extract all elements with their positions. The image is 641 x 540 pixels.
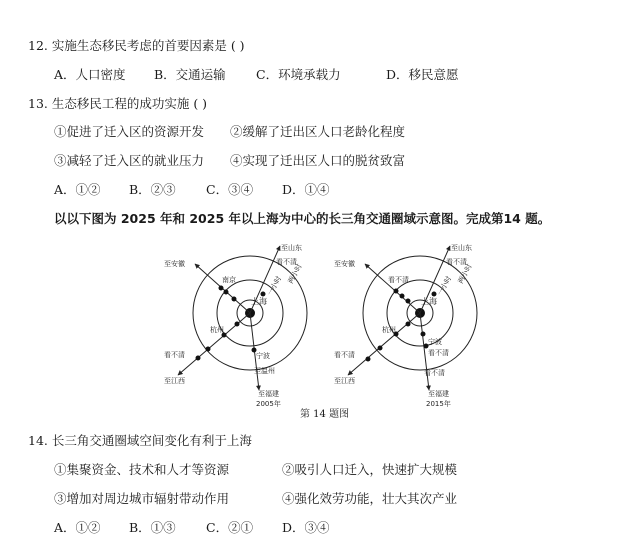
- label-kanbuqing-se-2015: 看不清: [428, 349, 449, 357]
- label-ningbo-2015: 宁波: [428, 338, 442, 346]
- q13-item-4: ④实现了迁出区人口的脱贫致富: [230, 153, 406, 168]
- q13-option-b: B．②③: [129, 182, 176, 197]
- label-ring-1h-2015: 一小时: [435, 274, 454, 297]
- label-ring-1h: 一小时: [265, 274, 284, 297]
- label-kanbuqing-left: 看不清: [164, 351, 185, 359]
- label-ningbo: 宁波: [256, 352, 270, 360]
- q13-item-3: ③减轻了迁入区的就业压力: [54, 153, 205, 168]
- label-ring-2h: 两小时: [286, 262, 304, 285]
- q12-stem: 12. 实施生态移民考虑的首要因素是 ( ): [28, 38, 245, 53]
- city-dot: [406, 322, 411, 327]
- city-dot: [421, 332, 426, 337]
- label-jiangxi-2015: 至江西: [334, 377, 355, 385]
- q14-item-2: ②吸引人口迁入，快速扩大规模: [282, 462, 458, 477]
- label-ring-2h-2015: 两小时: [456, 262, 474, 285]
- q14-stem: 14. 长三角交通圈域空间变化有利于上海: [28, 433, 252, 448]
- city-dot: [219, 286, 224, 291]
- label-fujian: 至福建: [258, 390, 279, 398]
- diagram-2015: [334, 243, 477, 408]
- city-dot: [261, 292, 266, 297]
- q12-option-c: C．环境承载力: [256, 67, 341, 82]
- city-dot: [394, 289, 399, 294]
- label-kanbuqing-top-2015: 看不清: [446, 258, 467, 266]
- figure-caption: 第 14 题图: [300, 409, 350, 420]
- q14-option-b: B．①③: [129, 520, 176, 535]
- city-dot: [224, 290, 229, 295]
- label-hangzhou: 杭州: [210, 326, 224, 334]
- figure-intro: 以以下图为 2025 年和 2025 年以上海为中心的长三角交通圈域示意图。完成第14 题。: [54, 211, 551, 226]
- diagram-2005: [164, 243, 307, 408]
- q14-item-4: ④强化效劳功能，壮大其次产业: [282, 491, 458, 506]
- q12-option-a: A．人口密度: [54, 67, 126, 82]
- label-kanbuqing-s-2015: 看不清: [424, 369, 445, 377]
- label-shanghai: 上海: [251, 297, 267, 306]
- label-wenzhou: 至温州: [254, 367, 275, 375]
- label-kanbuqing-left-2015: 看不清: [334, 351, 355, 359]
- q13-option-d: D．①④: [282, 182, 330, 197]
- label-shandong-2015: 至山东: [451, 244, 472, 252]
- label-hangzhou-2015: 杭州: [382, 326, 396, 334]
- q13-item-1: ①促进了迁入区的资源开发: [54, 124, 205, 139]
- label-anhui: 至安徽: [164, 260, 185, 268]
- q14-option-a: A．①②: [54, 520, 101, 535]
- city-dot: [406, 299, 411, 304]
- city-dot: [206, 347, 211, 352]
- q13-stem: 13. 生态移民工程的成功实施 ( ): [28, 96, 208, 111]
- label-kanbuqing-top: 看不清: [276, 258, 297, 266]
- label-shandong: 至山东: [281, 244, 302, 252]
- q14-option-d: D．③④: [282, 520, 330, 535]
- figure-svg: [150, 238, 500, 418]
- q13-option-c: C．③④: [206, 182, 254, 197]
- q12-option-b: B．交通运输: [154, 67, 226, 82]
- city-dot: [378, 346, 383, 351]
- city-dot: [400, 294, 405, 299]
- label-shanghai-2015: 上海: [421, 297, 437, 306]
- city-dot: [232, 297, 237, 302]
- q13-item-2: ②缓解了迁出区人口老龄化程度: [230, 124, 406, 139]
- city-dot: [366, 357, 371, 362]
- q14-option-c: C．②①: [206, 520, 254, 535]
- city-dot: [196, 356, 201, 361]
- label-year-2015: 2015年: [426, 400, 451, 408]
- city-dot: [235, 322, 240, 327]
- label-fujian-2015: 至福建: [428, 390, 449, 398]
- transport-circle-figure: [150, 238, 500, 418]
- q14-item-3: ③增加对周边城市辐射带动作用: [54, 491, 230, 506]
- label-kanbuqing-nw-2015: 看不清: [388, 276, 409, 284]
- q13-option-a: A．①②: [54, 182, 101, 197]
- label-jiangxi: 至江西: [164, 377, 185, 385]
- q12-option-d: D．移民意愿: [386, 67, 459, 82]
- label-nanjing: 南京: [222, 276, 236, 284]
- q14-item-1: ①集聚资金、技术和人才等资源: [54, 462, 230, 477]
- label-anhui-2015: 至安徽: [334, 260, 355, 268]
- label-year-2005: 2005年: [256, 400, 281, 408]
